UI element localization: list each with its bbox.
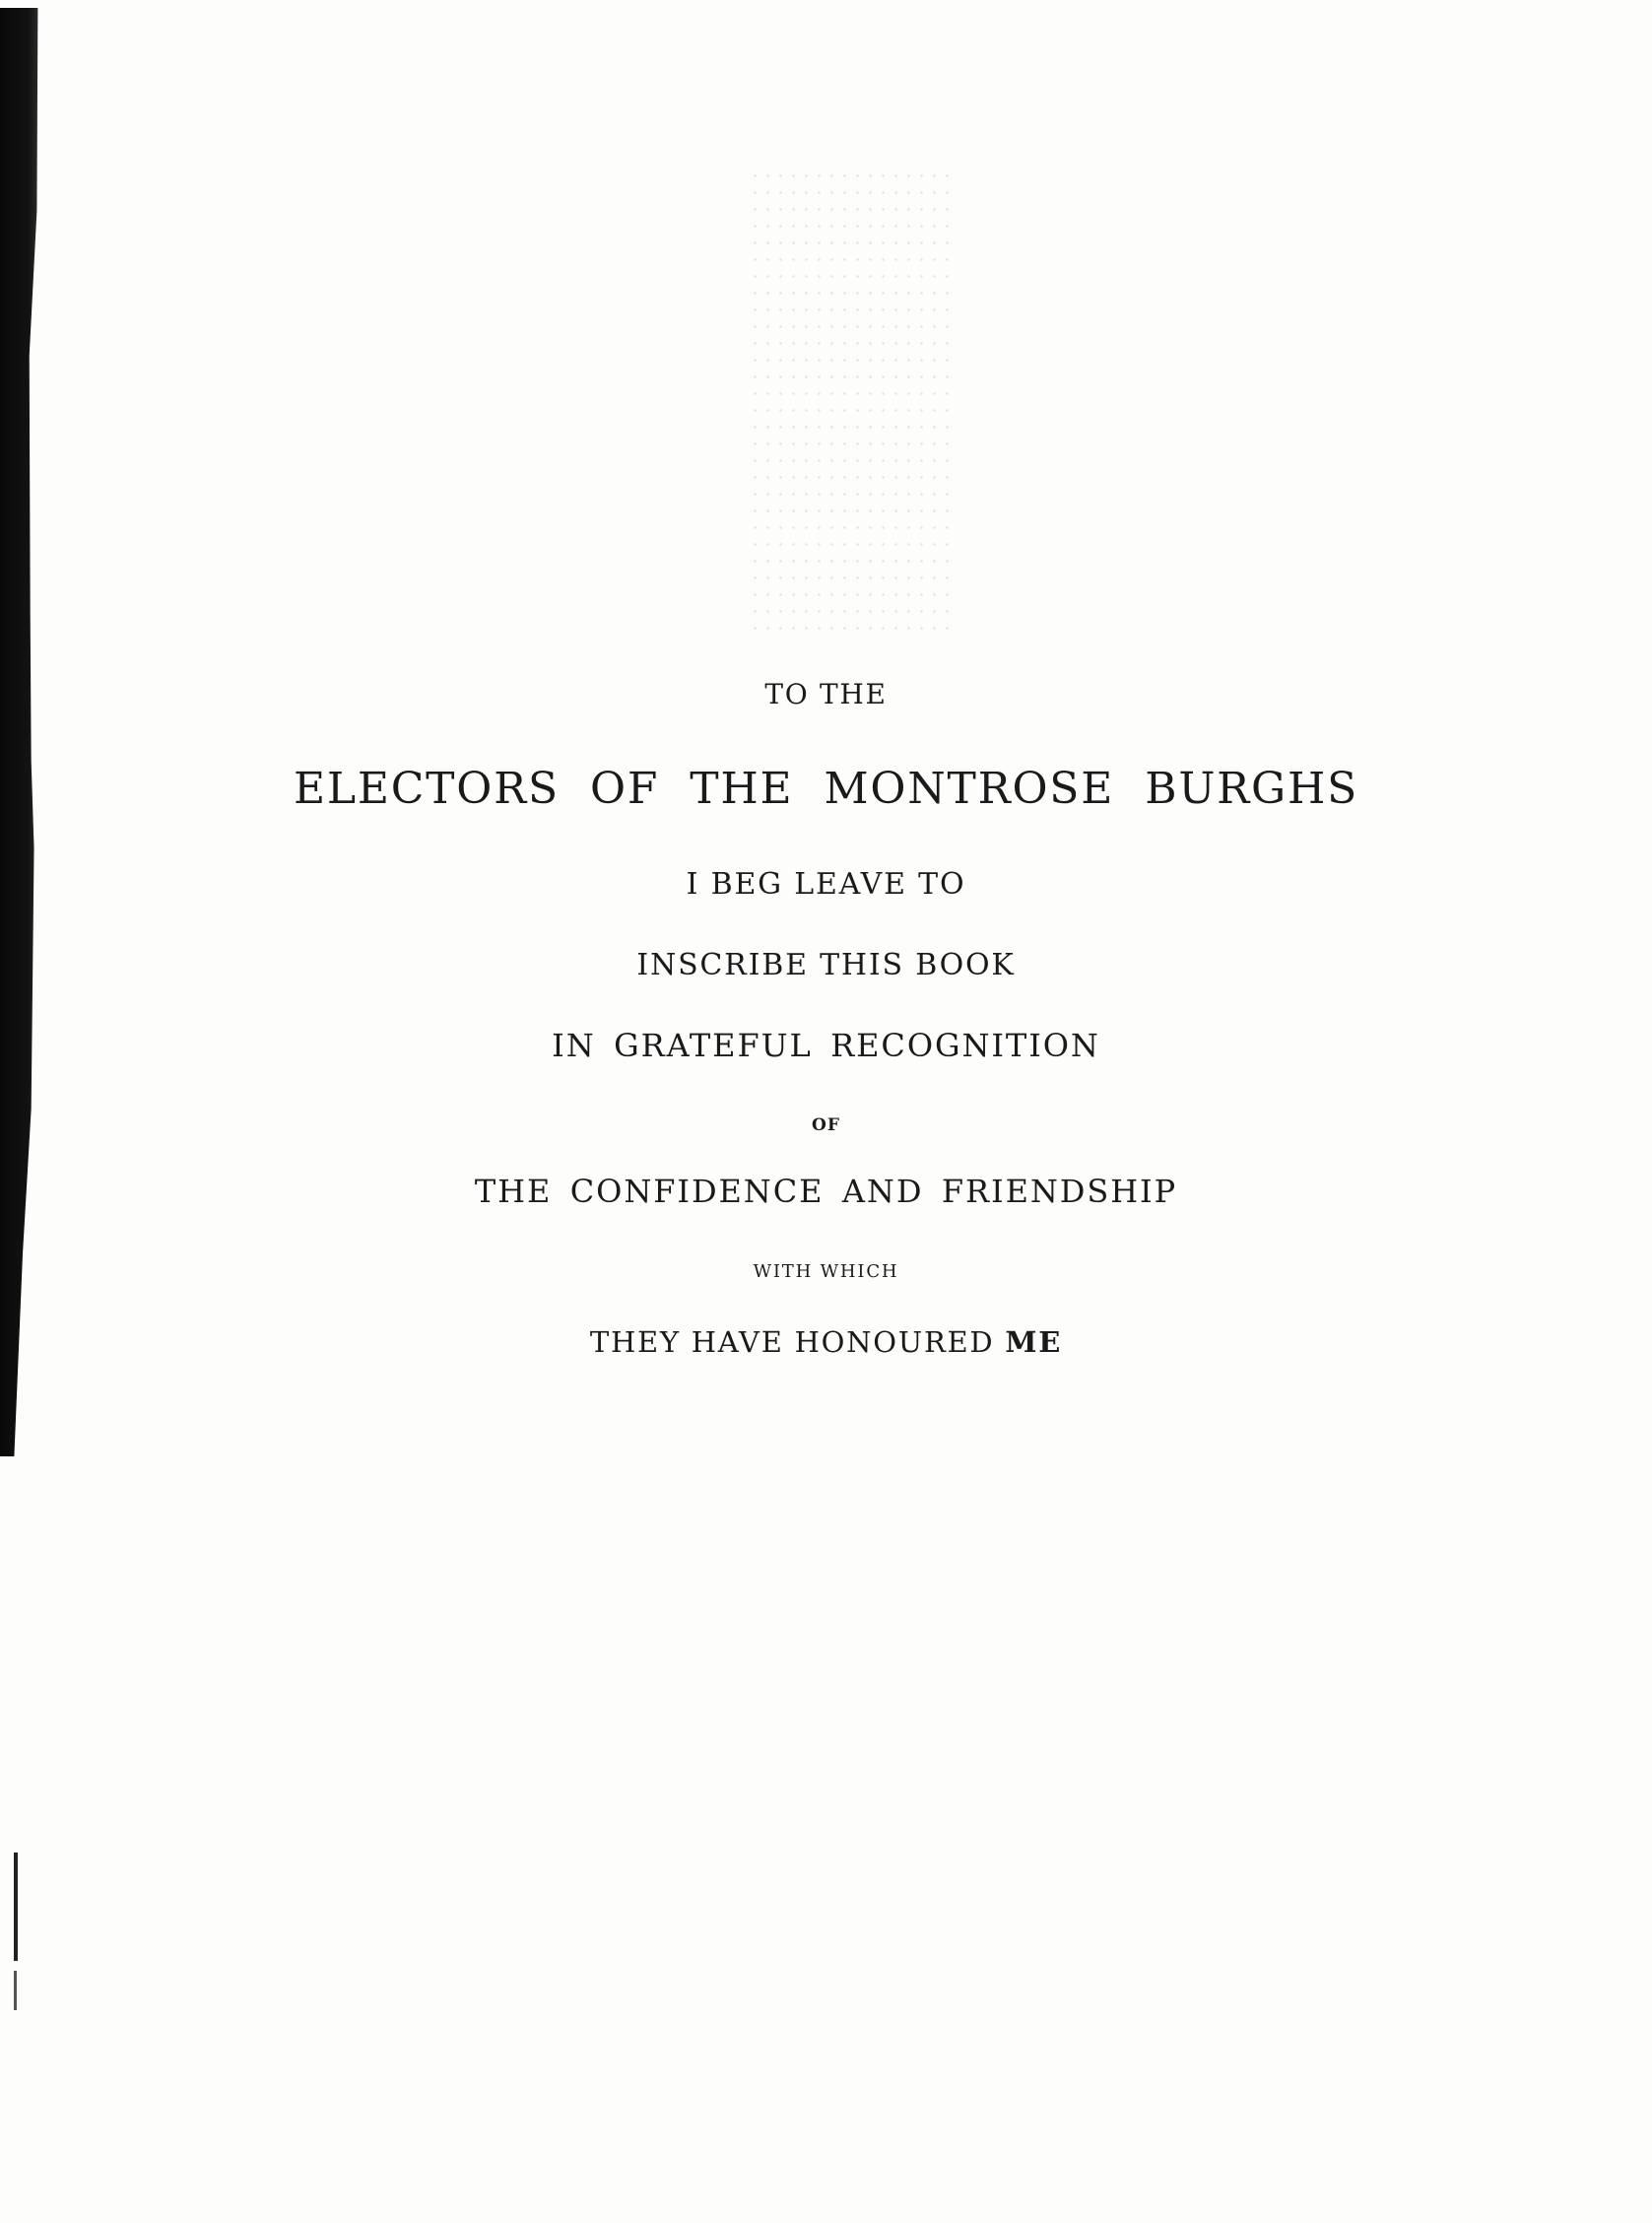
dedication-line-recognition: IN GRATEFUL RECOGNITION	[552, 1027, 1100, 1064]
dedication-line-beg-leave: I BEG LEAVE TO	[686, 867, 966, 902]
dedication-line-honoured-main: THEY HAVE HONOURED	[589, 1325, 995, 1359]
dedication-line-confidence: THE CONFIDENCE AND FRIENDSHIP	[474, 1173, 1178, 1210]
scan-margin-mark	[14, 1852, 18, 1961]
dedication-line-with-which: WITH WHICH	[753, 1261, 899, 1282]
paper-speckles	[749, 168, 956, 631]
dedication-line-to-the: TO THE	[764, 678, 888, 710]
dedication-line-inscribe: INSCRIBE THIS BOOK	[636, 948, 1016, 982]
dedication-line-electors: ELECTORS OF THE MONTROSE BURGHS	[293, 764, 1358, 814]
scan-binding-edge	[0, 8, 47, 1456]
dedication-line-honoured-me: ME	[1005, 1325, 1063, 1359]
scan-margin-mark-lower	[14, 1971, 17, 2010]
dedication-line-honoured	[0, 1325, 1652, 1359]
dedication-line-of: OF	[812, 1115, 840, 1135]
